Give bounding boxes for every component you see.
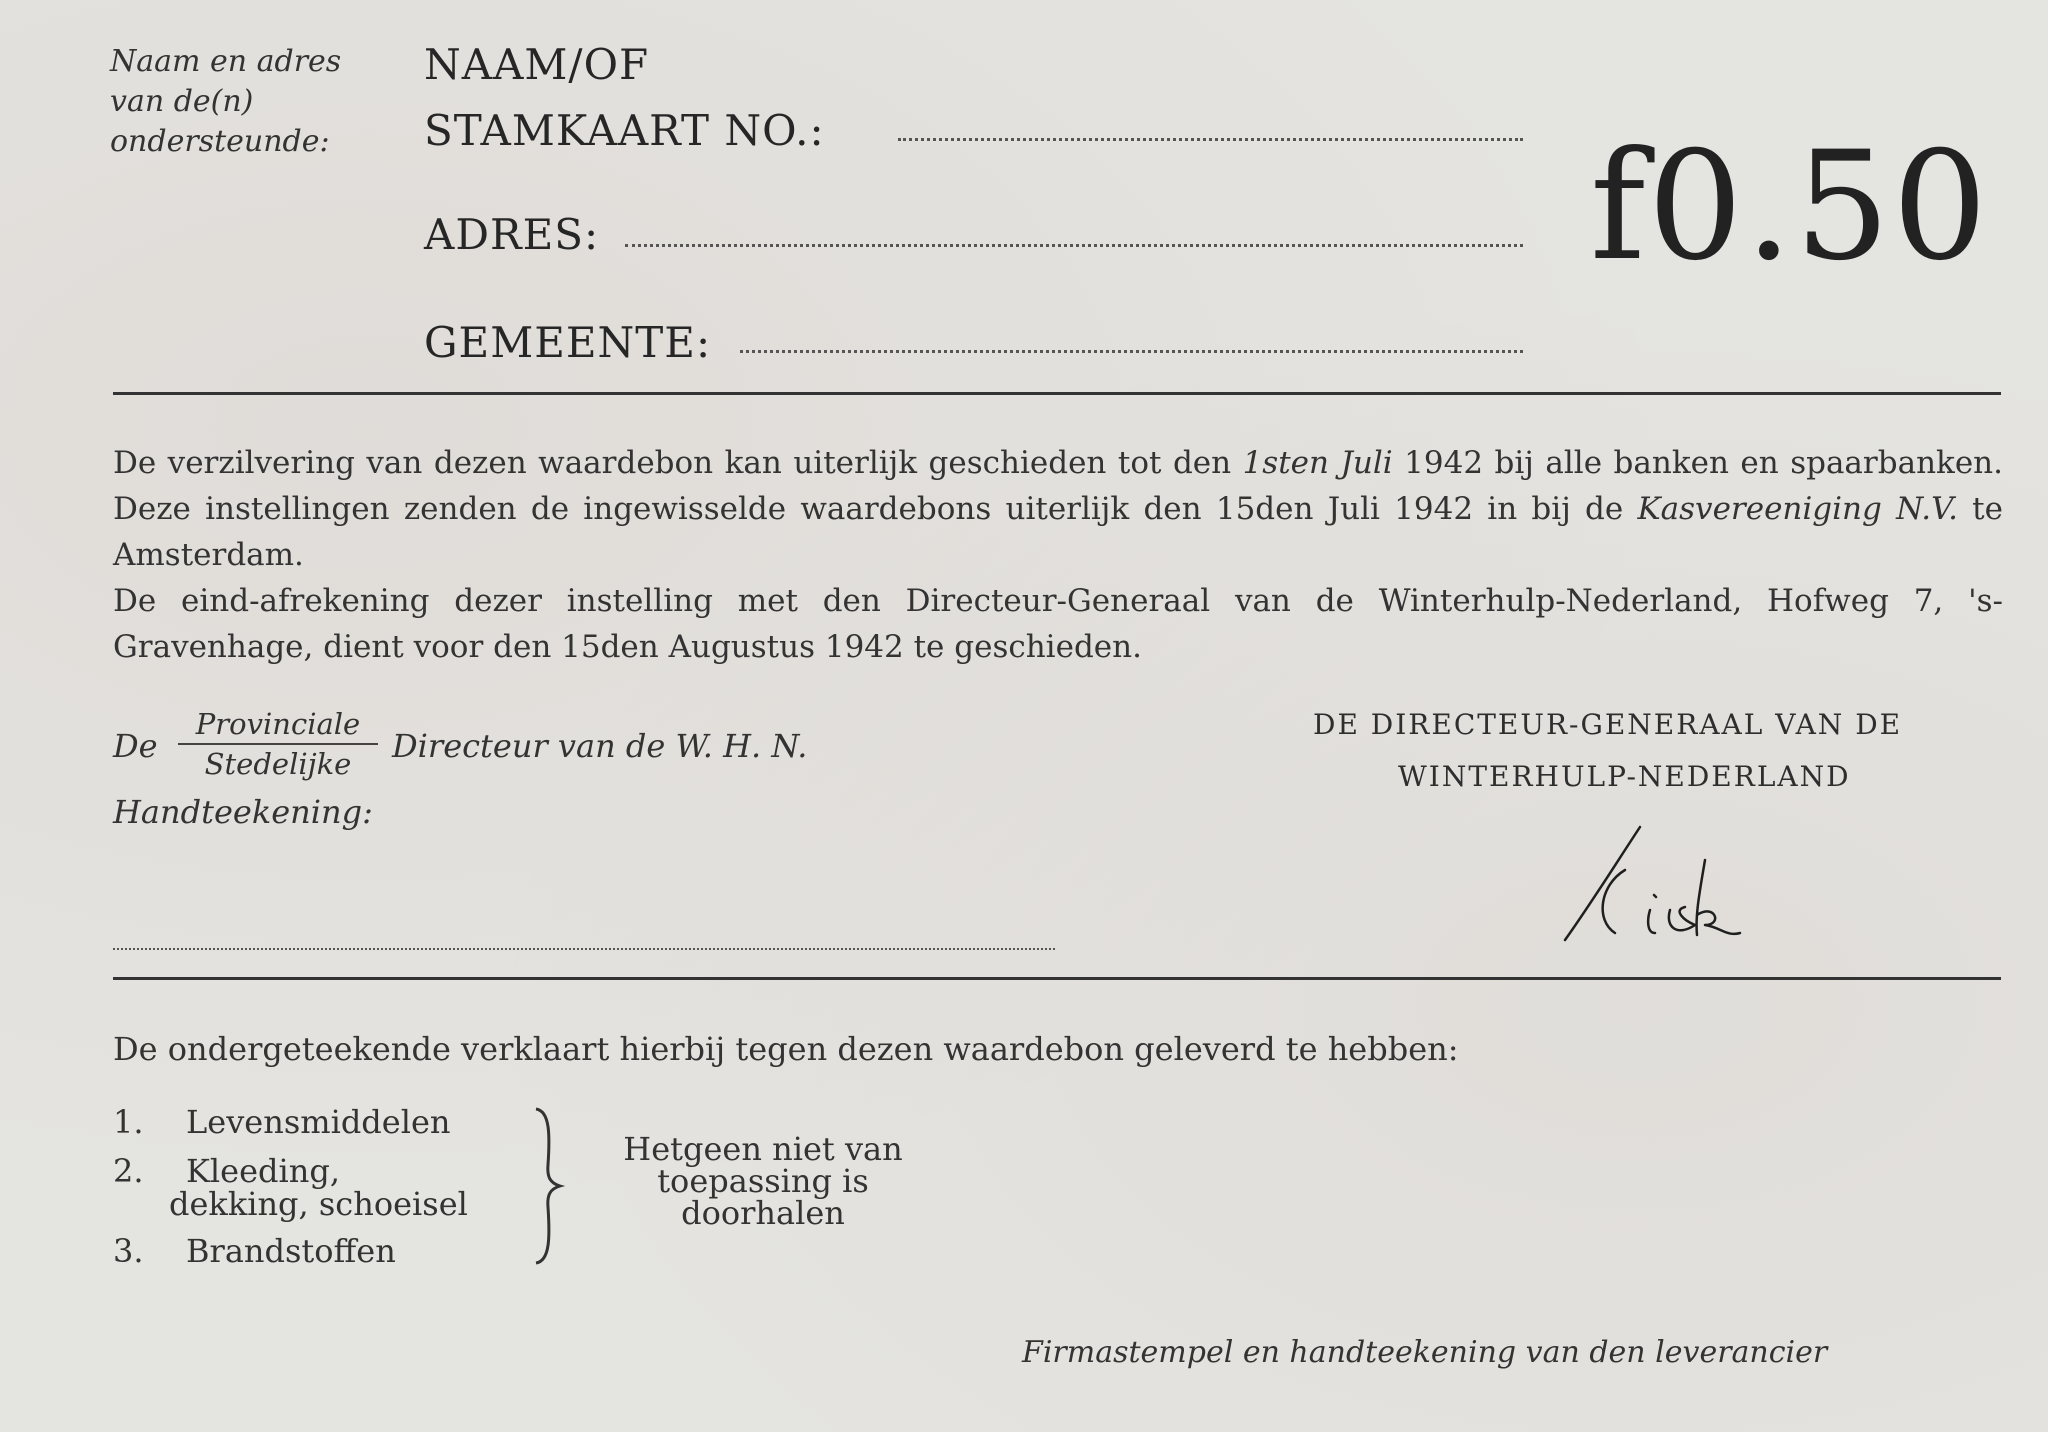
p1-date: 1sten Juli [1242,445,1393,481]
divider-top [113,392,2001,395]
provincial-city-fraction [178,707,378,781]
list-number: 1. [113,1103,144,1141]
recipient-label-line: Naam en adres [110,44,342,79]
list-number: 2. [113,1152,144,1190]
brace-note-line: Hetgeen niet van [623,1130,903,1168]
fraction-bottom: Stedelijke [204,747,352,781]
directeur-label: Directeur van de W. H. N. [392,727,808,765]
stamkaart-field-line[interactable] [898,138,1523,141]
brace-note [588,1130,938,1232]
director-general-line2: WINTERHULP-NEDERLAND [1398,760,1851,793]
p1-text-c: te Amsterdam. [113,491,2003,573]
divider-bottom [113,977,2001,980]
recipient-label [110,42,341,162]
redemption-paragraph [113,440,2003,578]
declaration-text: De ondergeteekende verklaart hierbij tegen dezen waardebon geleverd te hebben: [113,1030,1459,1068]
list-item [113,1103,144,1141]
gemeente-label: GEMEENTE: [424,318,712,367]
right-brace-icon [528,1105,568,1267]
list-item [113,1232,144,1270]
list-number: 3. [113,1232,144,1270]
signature-line[interactable] [113,948,1055,950]
handwritten-signature [1555,815,1755,965]
adres-field-line[interactable] [625,244,1523,247]
stamkaart-label: STAMKAART NO.: [424,106,825,155]
recipient-label-line: ondersteunde: [110,124,330,159]
p1-org: Kasvereeniging N.V. [1637,491,1958,527]
gemeente-field-line[interactable] [740,350,1523,353]
handteekening-label: Handteekening: [113,793,373,831]
brace-note-line: doorhalen [681,1194,845,1232]
de-label: De [113,727,158,765]
supplier-signature-label: Firmastempel en handteekening van den leverancier [1022,1335,1828,1370]
naam-label: NAAM/OF [424,40,650,89]
list-item-label: Kleeding, [186,1152,340,1190]
list-item [113,1152,144,1190]
list-item-label: Brandstoffen [186,1232,396,1270]
brace-note-line: toepassing is [657,1162,869,1200]
voucher-value: f0.50 [1590,120,1990,294]
p1-text-a: De verzilvering van dezen waardebon kan uiterlijk geschieden tot den [113,445,1243,481]
settlement-paragraph: De eind-afrekening dezer instelling met den Directeur-Generaal van de Winterhulp-Nederland, Hofweg 7, 's-Gravenhage, dient voor den 15den Augustus 1942 te geschieden. [113,583,2003,665]
fraction-top: Provinciale [178,707,378,745]
list-item-label: dekking, schoeisel [169,1185,468,1223]
adres-label: ADRES: [424,210,600,259]
director-general-line1: DE DIRECTEUR-GENERAAL VAN DE [1313,708,1903,741]
recipient-label-line: van de(n) [110,84,254,119]
list-item-label: Levensmiddelen [186,1103,451,1141]
p1-text-b: 1942 bij alle banken en spaarbanken. Deze instellingen zenden de ingewisselde waardebons uiterlijk den 15den Juli 1942 in bij de [113,445,2003,527]
